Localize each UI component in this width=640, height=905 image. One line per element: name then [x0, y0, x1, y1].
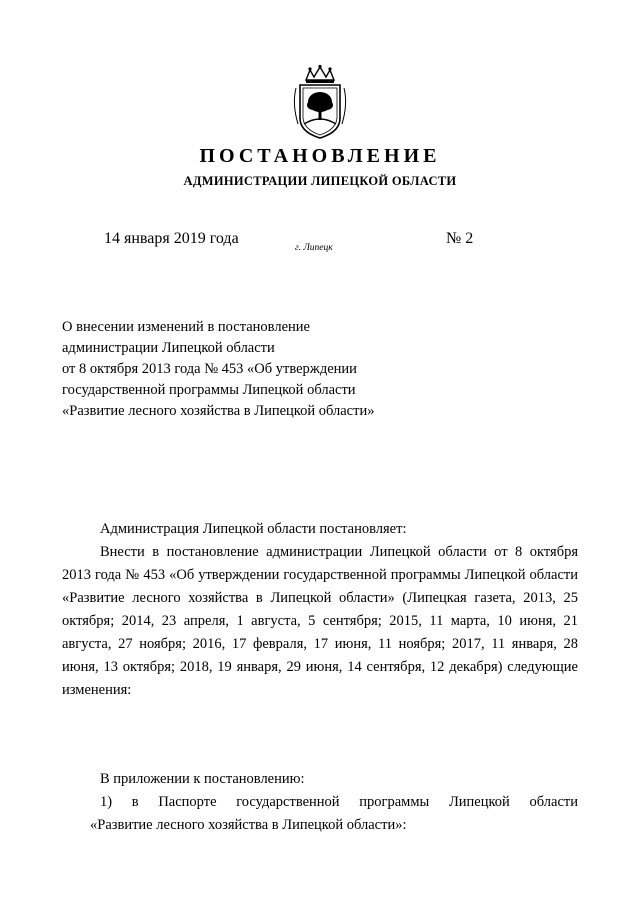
- annex-intro: В приложении к постановлению:: [100, 771, 305, 787]
- item-1-continuation: «Развитие лесного хозяйства в Липецкой области»:: [90, 817, 407, 833]
- document-title: ПОСТАНОВЛЕНИЕ: [199, 145, 441, 167]
- subject-line: «Развитие лесного хозяйства в Липецкой области»: [62, 403, 375, 419]
- paragraph-text: Внести в постановление администрации Липецкой области от 8 октября 2013 года № 453 «Об утверждении государственной программы Липецкой области «Развитие лесного хозяйства в Липецкой области» (Липецкая газета, 2013, 25 октября; 2014, 23 апреля, 1 августа, 5 сентября; 2015, 11 марта, 10 июня, 21 августа, 27 ноября; 2016, 17 февраля, 17 июня, 11 ноября; 2017, 11 января, 28 июня, 13 октября; 2018, 19 января, 29 июня, 14 сентября, 12 декабря) следующие изменения:: [62, 544, 578, 698]
- resolution-intro: Администрация Липецкой области постановляет:: [100, 521, 407, 537]
- document-date: 14 января 2019 года: [104, 230, 239, 247]
- document-subject: [62, 317, 442, 422]
- issuing-authority: АДМИНИСТРАЦИИ ЛИПЕЦКОЙ ОБЛАСТИ: [183, 174, 457, 188]
- document-number: № 2: [446, 230, 474, 247]
- subject-line: О внесении изменений в постановление: [62, 319, 310, 335]
- subject-line: администрации Липецкой области: [62, 340, 275, 356]
- document-city: г. Липецк: [295, 243, 333, 253]
- coat-of-arms-icon: [288, 64, 352, 140]
- annex-section: [62, 768, 578, 837]
- subject-line: от 8 октября 2013 года № 453 «Об утверждении: [62, 361, 357, 377]
- resolution-paragraph: [62, 541, 578, 702]
- item-1-line: 1) в Паспорте государственной программы Липецкой области: [100, 794, 578, 810]
- resolution-body: [62, 518, 578, 702]
- subject-line: государственной программы Липецкой области: [62, 382, 356, 398]
